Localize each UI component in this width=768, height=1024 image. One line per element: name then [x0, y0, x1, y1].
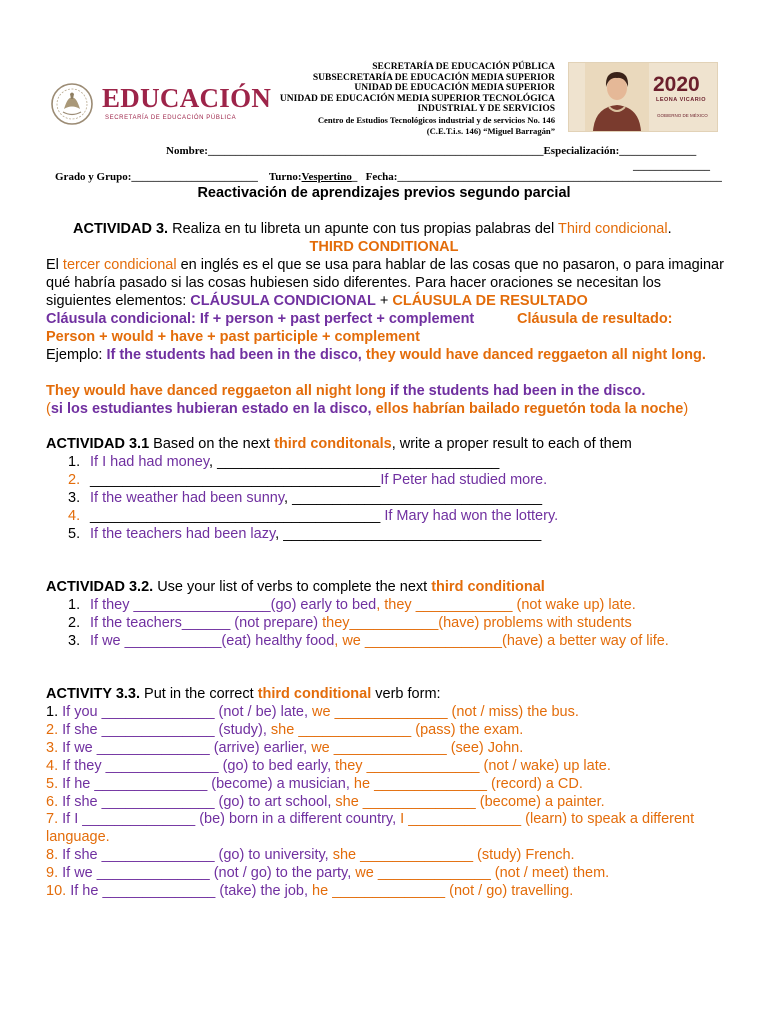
- list-item: [46, 793, 605, 811]
- list-item: [46, 775, 583, 793]
- item-number: 6.: [46, 794, 59, 810]
- sep-logo: [50, 82, 272, 126]
- item-number: 5.: [68, 526, 81, 542]
- turno-label: Turno:: [268, 171, 302, 183]
- item-result[interactable]: they___________(have) problems with students: [318, 615, 632, 631]
- portrait-illustration-icon: [585, 63, 649, 131]
- ejemplo-2: [46, 382, 645, 400]
- item-result[interactable]: he ______________ (not / go) travelling.: [308, 883, 574, 899]
- clausula-resultado-label: Cláusula de resultado:: [517, 311, 673, 327]
- item-result[interactable]: we ______________ (not / miss) the bus.: [308, 704, 579, 720]
- list-item: [46, 864, 609, 882]
- ejemplo-1: [46, 346, 726, 364]
- eagle-seal-icon: [50, 82, 94, 126]
- item-result[interactable]: we ______________ (see) John.: [307, 740, 524, 756]
- item-condition[interactable]: If she ______________ (go) to university,: [58, 847, 329, 863]
- nombre-label: Nombre:: [166, 145, 208, 157]
- ejemplo-label: Ejemplo:: [46, 347, 107, 363]
- nombre-blank[interactable]: _____________________________________________________________: [207, 145, 544, 157]
- list-item: [68, 525, 541, 543]
- nombre-row: [166, 145, 696, 157]
- ejemplo-result-es: ellos habrían bailado reguetón toda la noche: [371, 401, 684, 417]
- list-item: [46, 810, 726, 846]
- item-number: 7.: [46, 811, 59, 827]
- item-number: 1.: [46, 704, 59, 720]
- list-item: [46, 882, 573, 900]
- item-condition[interactable]: If he ______________ (take) the job,: [66, 883, 309, 899]
- item-condition[interactable]: If we ____________(eat) healthy food: [90, 633, 335, 649]
- item-number: 1.: [68, 597, 81, 613]
- fecha-label: Fecha:: [365, 171, 398, 183]
- third-conditional-explanation: [46, 256, 726, 310]
- expl-text: en inglés es el que se usa para hablar de las cosas que no pasaron, o para imaginar qué habría pasado si las cosas hubiesen sido diferentes. Para hacer oraciones se necesitan los siguientes elementos:: [46, 257, 724, 309]
- item-condition[interactable]: If we ______________ (arrive) earlier,: [58, 740, 308, 756]
- logo-text: EDUCACIÓN: [102, 83, 272, 113]
- item-condition: If the teachers had been lazy: [90, 526, 276, 542]
- expl-clausula-condicional: CLÁUSULA CONDICIONAL: [190, 293, 376, 309]
- activity3-text: Realiza en tu libreta un apunte con tus propias palabras del: [168, 221, 558, 237]
- list-item: [46, 721, 523, 739]
- list-item: [46, 846, 575, 864]
- activity3-highlight: Third condicional: [557, 221, 668, 237]
- activity31-text: , write a proper result to each of them: [391, 436, 632, 452]
- item-blank[interactable]: , _______________________________: [284, 490, 543, 506]
- list-item: [68, 614, 632, 632]
- item-result[interactable]: she ______________ (become) a painter.: [331, 794, 605, 810]
- logo-subtitle: SECRETARÍA DE EDUCACIÓN PÚBLICA: [105, 115, 237, 121]
- item-condition[interactable]: If they _________________(go) early to bed: [90, 597, 377, 613]
- item-condition[interactable]: If you ______________ (not / be) late,: [58, 704, 309, 720]
- item-blank[interactable]: , ___________________________________: [209, 454, 500, 470]
- item-result[interactable]: , they ____________ (not wake up) late.: [376, 597, 636, 613]
- institution-line: SUBSECRETARÍA DE EDUCACIÓN MEDIA SUPERIOR: [312, 72, 555, 83]
- item-result[interactable]: she ______________ (study) French.: [328, 847, 575, 863]
- item-blank[interactable]: ____________________________________: [90, 472, 381, 488]
- item-number: 4.: [46, 758, 59, 774]
- list-item: [68, 453, 499, 471]
- item-number: 1.: [68, 454, 81, 470]
- expl-highlight: tercer condicional: [62, 257, 177, 273]
- especializacion-label: Especialización:: [543, 145, 620, 157]
- item-condition: If Mary had won the lottery.: [380, 508, 559, 524]
- activity32-text: Use your list of verbs to complete the next: [153, 579, 432, 595]
- grado-label: Grado y Grupo:: [55, 171, 132, 183]
- institution-line: UNIDAD DE EDUCACIÓN MEDIA SUPERIOR TECNOLÓGICA: [279, 93, 555, 104]
- item-number: 2.: [68, 615, 81, 631]
- item-number: 5.: [46, 776, 59, 792]
- activity3-label: ACTIVIDAD 3.: [73, 221, 169, 237]
- item-condition[interactable]: If he ______________ (become) a musician,: [58, 776, 350, 792]
- clausula-resultado-formula: Person + would + have + past participle + complement: [46, 329, 420, 345]
- ejemplo-result: they would have danced reggaeton all night long.: [361, 347, 706, 363]
- institution-line: Centro de Estudios Tecnológicos industrial y de servicios No. 146: [317, 115, 555, 125]
- item-result[interactable]: they ______________ (not / wake) up late.: [331, 758, 611, 774]
- banner-name: LEONA VICARIO: [656, 97, 706, 103]
- banner-small: GOBIERNO DE MÉXICO: [657, 113, 708, 118]
- item-number: 9.: [46, 865, 59, 881]
- item-condition[interactable]: If she ______________ (study),: [58, 722, 267, 738]
- activity33-text: verb form:: [371, 686, 441, 702]
- expl-text: El: [46, 257, 63, 273]
- item-condition[interactable]: If the teachers______ (not prepare): [90, 615, 319, 631]
- list-item: [68, 507, 558, 525]
- item-number: 4.: [68, 508, 81, 524]
- item-number: 8.: [46, 847, 59, 863]
- activity33-intro: [46, 685, 441, 703]
- activity3-intro: [73, 220, 672, 238]
- list-item: [46, 757, 611, 775]
- list-item: [68, 489, 542, 507]
- activity32-label: ACTIVIDAD 3.2.: [46, 579, 154, 595]
- item-condition: If I had had money: [90, 454, 210, 470]
- paren: ): [683, 401, 689, 417]
- expl-clausula-resultado: CLÁUSULA DE RESULTADO: [392, 293, 588, 309]
- list-item: [68, 632, 669, 650]
- item-result[interactable]: , we _________________(have) a better way of life.: [334, 633, 669, 649]
- expl-plus: +: [375, 293, 393, 309]
- activity31-text: Based on the next: [149, 436, 275, 452]
- list-item: [68, 596, 636, 614]
- item-condition[interactable]: If I ______________ (be) born in a different country,: [58, 811, 397, 827]
- banner-year: 2020: [653, 73, 700, 96]
- item-number: 2.: [68, 472, 81, 488]
- leona-vicario-banner: [568, 62, 718, 132]
- institution-line: UNIDAD DE EDUCACIÓN MEDIA SUPERIOR: [354, 83, 555, 94]
- item-result[interactable]: we ______________ (not / meet) them.: [351, 865, 610, 881]
- especializacion-blank-2[interactable]: ______________: [633, 160, 710, 172]
- ejemplo-3: [46, 400, 688, 418]
- activity33-text: Put in the correct: [140, 686, 258, 702]
- turno-value[interactable]: Vespertino: [301, 171, 352, 183]
- activity31-highlight: third conditonals: [274, 436, 392, 452]
- item-number: 10.: [46, 883, 67, 899]
- activity31-intro: [46, 435, 632, 453]
- activity31-label: ACTIVIDAD 3.1: [46, 436, 150, 452]
- clausula-condicional-formula: Cláusula condicional: If + person + past perfect + complement: [46, 311, 475, 327]
- item-condition[interactable]: If she ______________ (go) to art school,: [58, 794, 332, 810]
- item-number: 3.: [68, 490, 81, 506]
- activity32-intro: [46, 578, 545, 596]
- grado-row: Grado y Grupo:_______________________ Turno:Vespertino_ Fecha:___________________________________________________________: [55, 171, 722, 183]
- ejemplo-condition: If the students had been in the disco,: [106, 347, 362, 363]
- list-item: [68, 471, 547, 489]
- especializacion-blank[interactable]: ______________: [619, 145, 697, 157]
- list-item: [46, 739, 523, 757]
- item-condition[interactable]: If we ______________ (not / go) to the party,: [58, 865, 352, 881]
- item-result[interactable]: she ______________ (pass) the exam.: [266, 722, 524, 738]
- activity32-highlight: third conditional: [431, 579, 545, 595]
- ejemplo-condition: if the students had been in the disco.: [385, 383, 646, 399]
- item-result[interactable]: he ______________ (record) a CD.: [349, 776, 583, 792]
- grado-blank[interactable]: _______________________: [131, 171, 258, 183]
- third-conditional-heading: THIRD CONDITIONAL: [309, 239, 459, 255]
- item-condition: If Peter had studied more.: [380, 472, 548, 488]
- item-condition: If the weather had been sunny: [90, 490, 285, 506]
- institution-line: INDUSTRIAL Y DE SERVICIOS: [417, 104, 555, 115]
- ejemplo-result: They would have danced reggaeton all night long: [46, 383, 386, 399]
- paren: (: [46, 401, 51, 417]
- ejemplo-condition-es: si los estudiantes hubieran estado en la disco,: [50, 401, 372, 417]
- activity33-label: ACTIVITY 3.3.: [46, 686, 141, 702]
- activity3-end: .: [667, 221, 672, 237]
- item-condition[interactable]: If they ______________ (go) to bed early,: [58, 758, 332, 774]
- item-number: 3.: [46, 740, 59, 756]
- activity33-highlight: third conditional: [257, 686, 372, 702]
- item-blank[interactable]: ____________________________________: [90, 508, 381, 524]
- list-item: [46, 703, 579, 721]
- item-result[interactable]: I ______________ (learn) to speak a different language.: [46, 811, 695, 845]
- institution-line: SECRETARÍA DE EDUCACIÓN PÚBLICA: [372, 62, 555, 72]
- institution-line: (C.E.T.i.s. 146) “Miguel Barragán”: [426, 125, 555, 136]
- page-title: Reactivación de aprendizajes previos segundo parcial: [197, 185, 571, 201]
- fecha-blank[interactable]: ___________________________________________________________: [397, 171, 722, 183]
- item-number: 3.: [68, 633, 81, 649]
- item-number: 2.: [46, 722, 59, 738]
- item-blank[interactable]: , ________________________________: [275, 526, 542, 542]
